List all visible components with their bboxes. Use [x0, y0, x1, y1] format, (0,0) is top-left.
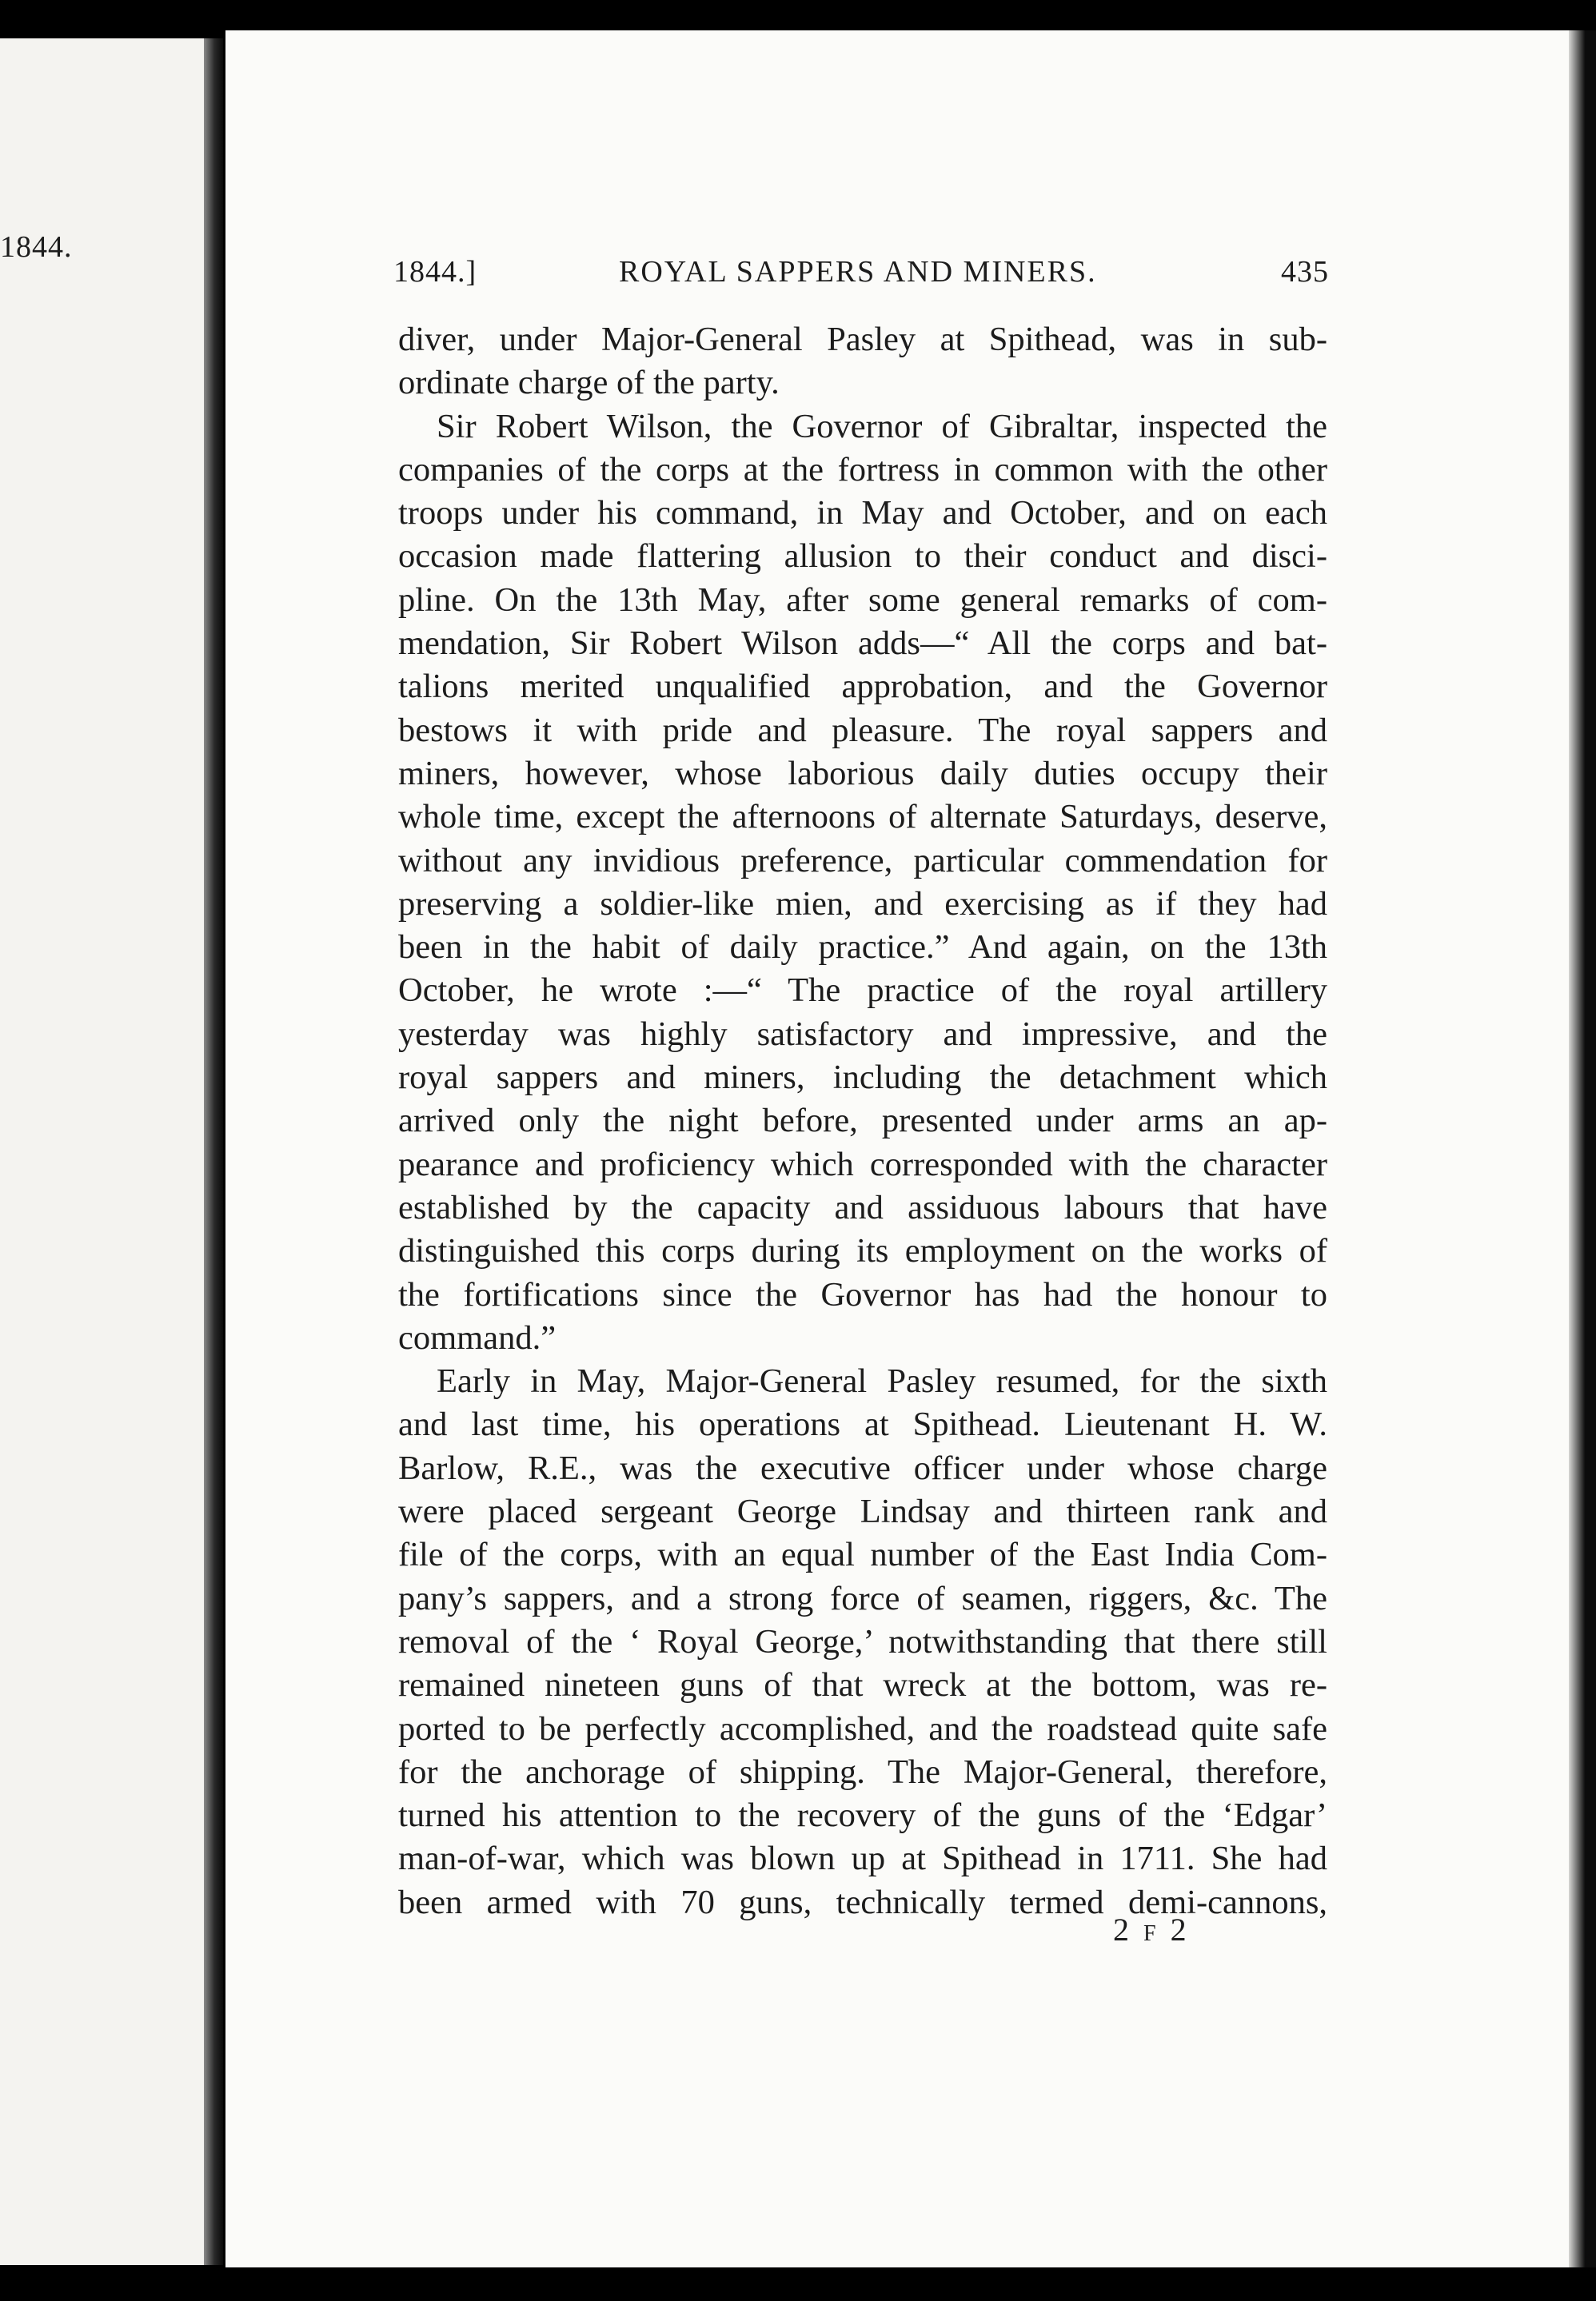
- text-line: bestows it with pride and pleasure. The royal sappers and: [398, 711, 1327, 749]
- left-page-fragment: [0, 38, 216, 2265]
- text-line: ordinate charge of the party.: [398, 364, 780, 402]
- text-line: were placed sergeant George Lindsay and thirteen rank and: [398, 1493, 1327, 1531]
- running-head-year: 1844.]: [393, 255, 477, 289]
- text-line: turned his attention to the recovery of the guns of the ‘Edgar’: [398, 1797, 1327, 1835]
- text-line: ported to be perfectly accomplished, and the roadstead quite safe: [398, 1709, 1327, 1748]
- text-line: occasion made flattering allusion to their conduct and disci-: [398, 537, 1327, 576]
- text-line: mendation, Sir Robert Wilson adds—“ All the corps and bat-: [398, 624, 1327, 663]
- text-line: pline. On the 13th May, after some general remarks of com-: [398, 580, 1327, 619]
- signature-right: 2: [1170, 1912, 1190, 1948]
- text-line: preserving a soldier-like mien, and exercising as if they had: [398, 884, 1327, 923]
- text-line: yesterday was highly satisfactory and impressive, and the: [398, 1015, 1327, 1053]
- text-line: pearance and proficiency which corresponded with the character: [398, 1145, 1327, 1183]
- left-running-head-year: 1844.: [0, 230, 73, 264]
- text-line: talions merited unqualified approbation, and the Governor: [398, 668, 1327, 706]
- text-line: Barlow, R.E., was the executive officer under whose charge: [398, 1449, 1327, 1487]
- text-line: without any invidious preference, particular commendation for: [398, 841, 1327, 879]
- text-line: removal of the ‘ Royal George,’ notwithstanding that there still: [398, 1622, 1327, 1661]
- text-line: file of the corps, with an equal number of the East India Com-: [398, 1536, 1327, 1574]
- text-line: miners, however, whose laborious daily duties occupy their: [398, 754, 1327, 792]
- text-line: Sir Robert Wilson, the Governor of Gibraltar, inspected the: [437, 407, 1327, 445]
- text-line: and last time, his operations at Spithead. Lieutenant H. W.: [398, 1406, 1327, 1444]
- text-line: been armed with 70 guns, technically termed demi-cannons,: [398, 1883, 1327, 1921]
- running-head-title: ROYAL SAPPERS AND MINERS.: [619, 255, 1097, 289]
- signature-left: 2: [1113, 1912, 1132, 1948]
- text-line: remained nineteen guns of that wreck at the bottom, was re-: [398, 1666, 1327, 1705]
- text-line: Early in May, Major-General Pasley resumed, for the sixth: [437, 1362, 1327, 1401]
- page-number: 435: [1281, 255, 1329, 289]
- text-line: companies of the corps at the fortress in common with the other: [398, 450, 1327, 489]
- text-line: man-of-war, which was blown up at Spithead in 1711. She had: [398, 1840, 1327, 1878]
- text-line: royal sappers and miners, including the detachment which: [398, 1059, 1327, 1097]
- body-text: [398, 318, 1327, 1924]
- text-line: whole time, except the afternoons of alternate Saturdays, deserve,: [398, 798, 1327, 836]
- text-line: distinguished this corps during its employment on the works of: [398, 1232, 1327, 1270]
- text-line: diver, under Major-General Pasley at Spithead, was in sub-: [398, 321, 1327, 358]
- text-line: the fortifications since the Governor has had the honour to: [398, 1275, 1327, 1314]
- text-line: command.”: [398, 1318, 557, 1357]
- book-gutter: [204, 38, 223, 2265]
- page-edge-shadow: [1569, 30, 1596, 2267]
- text-line: been in the habit of daily practice.” And again, on the 13th: [398, 928, 1327, 967]
- signature-middle: F: [1143, 1921, 1159, 1946]
- text-line: October, he wrote :—“ The practice of the royal artillery: [398, 971, 1327, 1010]
- text-line: arrived only the night before, presented under arms an ap-: [398, 1102, 1327, 1140]
- text-line: pany’s sappers, and a strong force of seamen, riggers, &c. The: [398, 1579, 1327, 1617]
- text-line: established by the capacity and assiduous labours that have: [398, 1188, 1327, 1226]
- text-line: for the anchorage of shipping. The Major-General, therefore,: [398, 1753, 1327, 1791]
- signature-mark: [1113, 1911, 1190, 1948]
- text-line: troops under his command, in May and October, and on each: [398, 494, 1327, 532]
